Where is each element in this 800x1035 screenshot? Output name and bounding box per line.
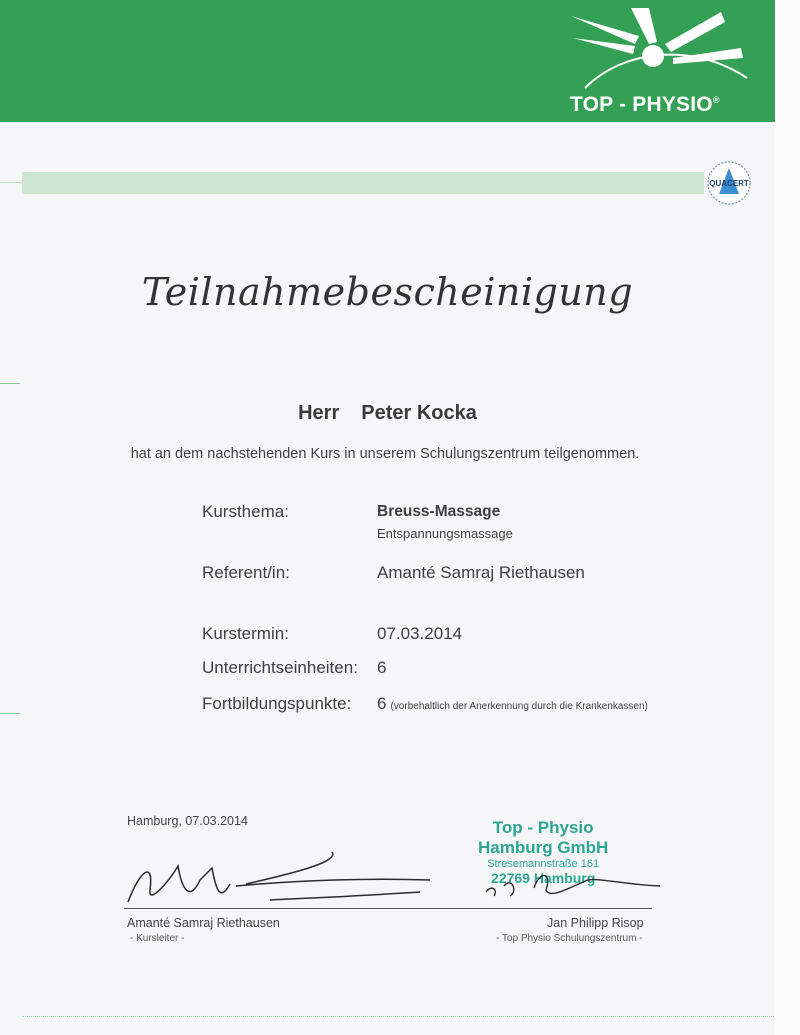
signature-line [124,908,652,909]
stamp-line3: Stresemannstraße 161 [487,858,600,870]
units-value: 6 [377,658,387,677]
points-note: (vorbehaltlich der Anerkennung durch die Krankenkassen) [390,701,648,712]
stamp-line1: Top - Physio [492,818,594,837]
participant-name [0,402,775,425]
intro-text: hat an dem nachstehenden Kurs in unserem Schulungszentrum teilgenommen. [130,446,640,462]
svg-text:QUACERT: QUACERT [709,179,749,188]
stamp-line2: Hamburg GmbH [478,838,609,857]
certificate-title: Teilnahmebescheinigung [141,270,634,314]
fold-mark [0,713,20,714]
divider [0,182,22,183]
date-label: Kurstermin: [202,624,289,643]
points-row [377,694,648,714]
page-edge [775,0,800,1035]
brand-logo-text: TOP - PHYSIO® [570,93,720,116]
place-date: Hamburg, 07.03.2014 [127,814,248,828]
units-label: Unterrichtseinheiten: [202,658,358,677]
quacert-seal-icon [703,160,755,206]
topic-value: Breuss-Massage [377,503,501,520]
right-signer-name: Jan Philipp Risop [547,916,644,930]
left-signer-name: Amanté Samraj Riethausen [127,916,280,930]
topic-label: Kursthema: [202,502,289,521]
salutation: Herr [298,402,340,424]
date-value: 07.03.2014 [377,624,463,643]
fold-mark [0,383,20,384]
subtopic-value: Entspannungsmassage [377,526,513,541]
bottom-divider [22,1016,774,1017]
right-signer-role: - Top Physio Schulungszentrum - [496,933,643,944]
green-band [22,172,704,194]
stamp-line4: 22769 Hamburg [491,870,596,886]
points-value: 6 [377,694,387,713]
instructor-label: Referent/in: [202,563,290,582]
instructor-value: Amanté Samraj Riethausen [377,563,585,582]
participant-fullname: Peter Kocka [361,402,477,424]
points-label: Fortbildungspunkte: [202,694,352,713]
left-signer-role: - Kursleiter - [130,933,185,944]
